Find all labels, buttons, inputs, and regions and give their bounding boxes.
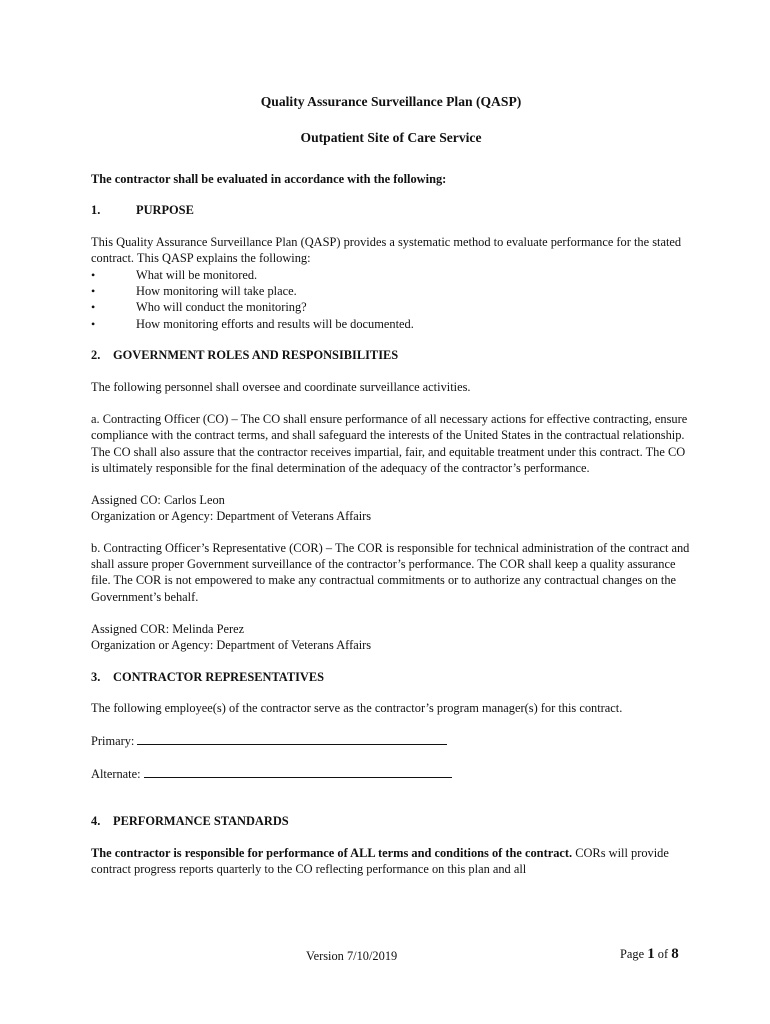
document-title: Quality Assurance Surveillance Plan (QASP) (260, 94, 522, 109)
primary-field-row (91, 732, 691, 749)
section-1-text: This Quality Assurance Surveillance Plan (QASP) provides a systematic method to evaluate performance for the stated contract. This QASP explains the following: (91, 235, 682, 266)
page-indicator: Page 1 of 8 (620, 946, 679, 962)
section-3-text: The following employee(s) of the contractor serve as the contractor’s program manager(s) for this contract. (91, 701, 623, 716)
intro-statement: The contractor shall be evaluated in accordance with the following: (91, 171, 447, 186)
list-item: • What will be monitored. (91, 267, 258, 282)
section-title: PERFORMANCE STANDARDS (113, 814, 289, 829)
section-1-heading (91, 202, 691, 218)
assigned-co: Assigned CO: Carlos Leon (91, 492, 225, 507)
section-number: 3. (91, 669, 101, 684)
section-2-heading (91, 347, 691, 363)
page-total: 8 (671, 946, 679, 962)
list-item: • Who will conduct the monitoring? (91, 300, 307, 315)
document-subtitle: Outpatient Site of Care Service (300, 130, 482, 146)
section-4-text (91, 845, 691, 878)
section-4-body-text: CORs will provide contract progress reports quarterly to the CO reflecting performance on this plan and all (91, 846, 669, 877)
document-body (91, 94, 691, 878)
bullet-icon: • (91, 267, 96, 282)
alternate-label: Alternate: (91, 767, 144, 782)
section-4-bold-text: The contractor is responsible for performance of ALL terms and conditions of the contract. (91, 846, 573, 861)
bullet-icon: • (91, 300, 96, 315)
section-2-text: The following personnel shall oversee and coordinate surveillance activities. (91, 380, 471, 395)
version-label: Version 7/10/2019 (306, 949, 398, 963)
co-organization: Organization or Agency: Department of Veterans Affairs (91, 509, 372, 524)
section-number: 1. (91, 203, 101, 218)
primary-label: Primary: (91, 734, 138, 749)
primary-blank-line[interactable] (137, 732, 447, 745)
section-title: PURPOSE (136, 203, 194, 218)
section-4-heading (91, 813, 691, 829)
section-title: CONTRACTOR REPRESENTATIVES (113, 669, 325, 684)
section-number: 2. (91, 348, 101, 363)
alternate-field-row (91, 765, 691, 782)
section-3-heading (91, 669, 691, 685)
cor-organization: Organization or Agency: Department of Veterans Affairs (91, 637, 372, 652)
contracting-officer-paragraph: a. Contracting Officer (CO) – The CO shall ensure performance of all necessary actions for effective contracting, ensure compliance with the contract terms, and shall safeguard the interests of the United States in the contractual relationship. The CO shall also assure that the contractor receives impartial, fair, and equitable treatment under this contract. The CO is ultimately responsible for the final determination of the adequacy of the contractor’s performance. (91, 412, 688, 475)
alternate-blank-line[interactable] (144, 765, 452, 778)
list-item: • How monitoring efforts and results will be documented. (91, 316, 414, 331)
section-title: GOVERNMENT ROLES AND RESPONSIBILITIES (113, 348, 399, 363)
bullet-icon: • (91, 284, 96, 299)
section-1-bullet-list (91, 267, 691, 332)
section-number: 4. (91, 814, 101, 829)
list-item: • How monitoring will take place. (91, 284, 297, 299)
assigned-cor: Assigned COR: Melinda Perez (91, 621, 245, 636)
bullet-icon: • (91, 316, 96, 331)
cor-paragraph: b. Contracting Officer’s Representative (COR) – The COR is responsible for technical administration of the contract and shall assure proper Government surveillance of the contractor’s performance. The COR shall keep a quality assurance file. The COR is not empowered to make any contractual commitments or to authorize any contractual changes on the Government’s behalf. (91, 540, 690, 604)
page-number: 1 (647, 946, 655, 962)
page-footer (0, 946, 770, 964)
